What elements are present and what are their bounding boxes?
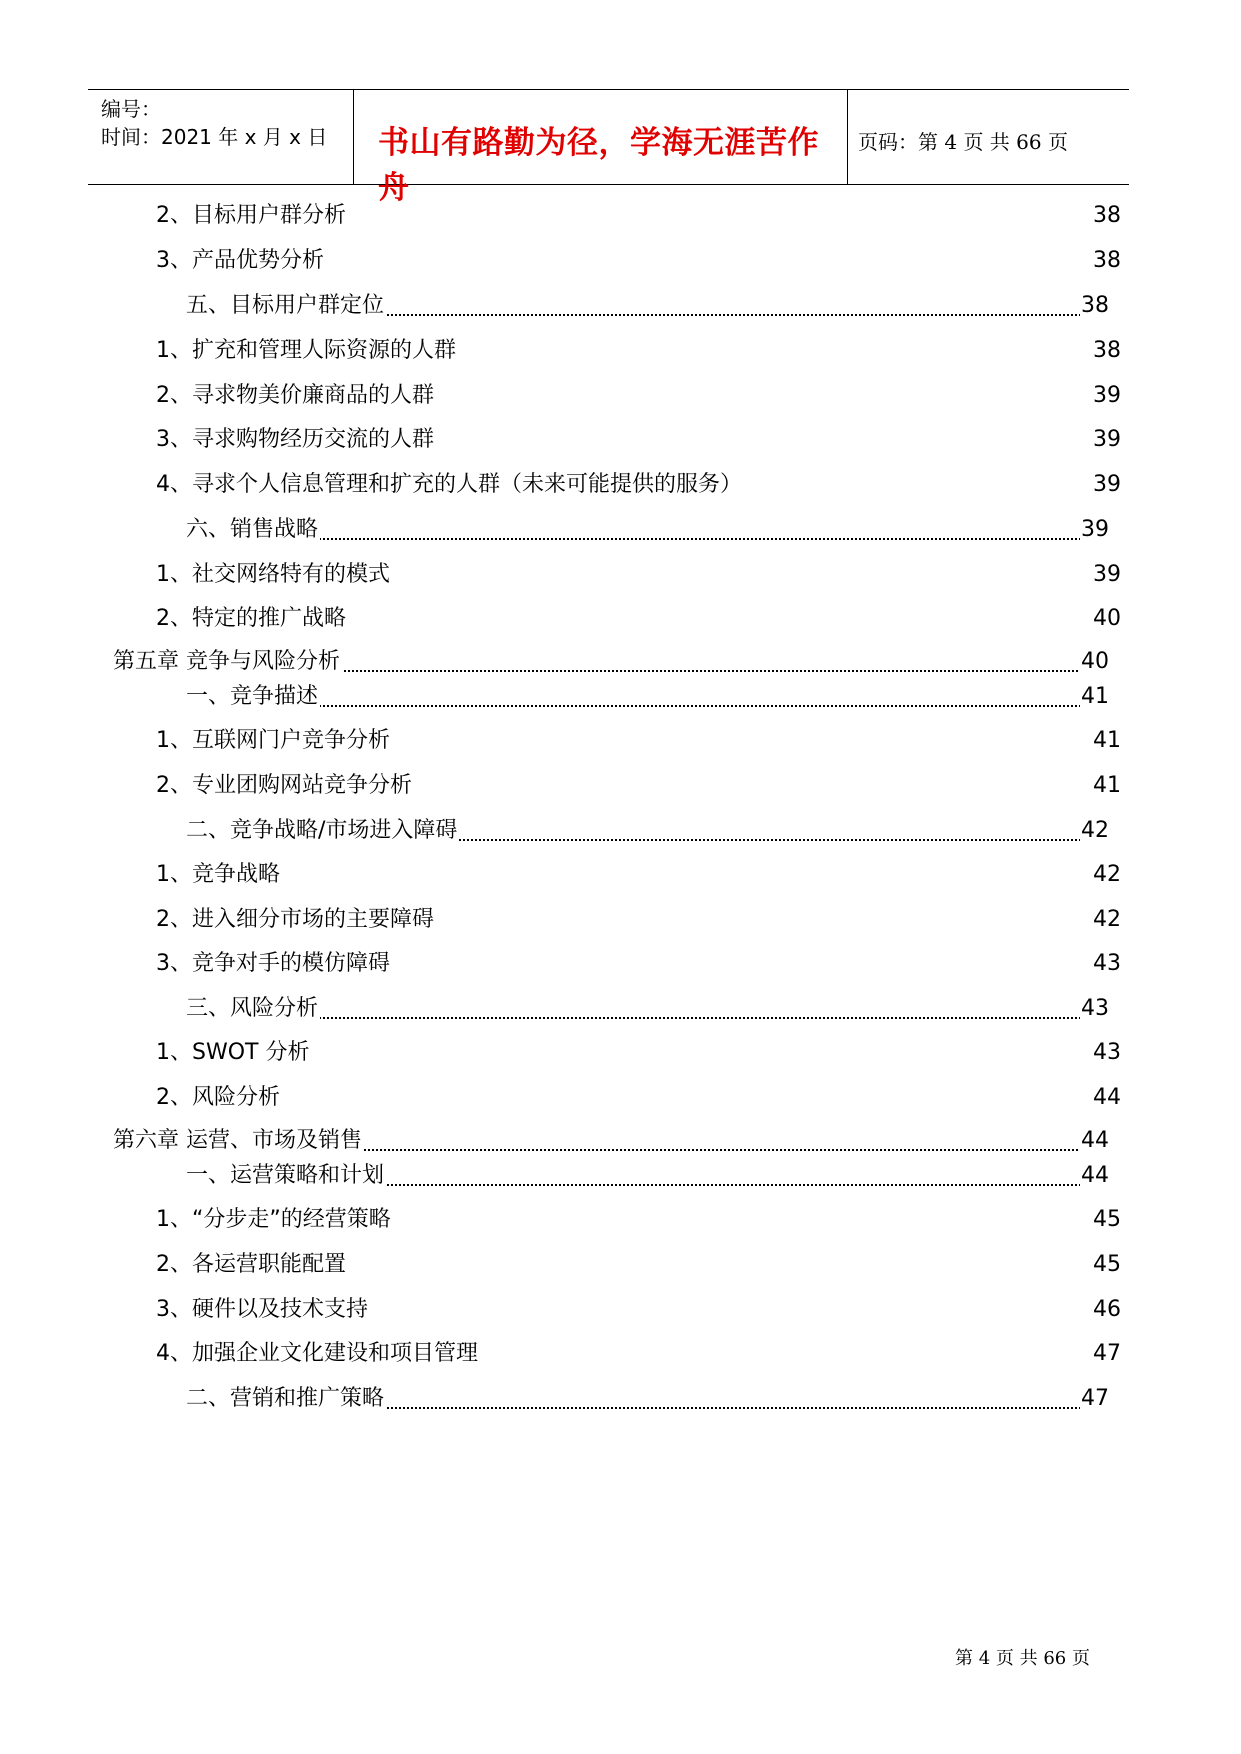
toc-entry-title: 2、寻求物美价廉商品的人群 xyxy=(156,381,436,411)
toc-entry-title: 2、进入细分市场的主要障碍 xyxy=(156,905,436,935)
toc-entry-title: 一、竞争描述 xyxy=(186,682,320,712)
toc-entry-page: 39 xyxy=(1092,470,1121,500)
toc-entry-title: 1、扩充和管理人际资源的人群 xyxy=(156,336,458,366)
toc-entry xyxy=(113,1126,1121,1156)
toc-entry-page: 42 xyxy=(1092,905,1121,935)
toc-entry-title: 2、特定的推广战略 xyxy=(156,604,348,634)
toc-entry-title: 3、硬件以及技术支持 xyxy=(156,1295,370,1325)
header-page-code: 页码：第 4 页 共 66 页 xyxy=(858,130,1068,154)
toc-entry xyxy=(156,1083,1121,1113)
toc-entry xyxy=(156,560,1121,590)
toc-entry-title: 二、竞争战略/市场进入障碍 xyxy=(186,816,459,846)
toc-entry xyxy=(156,1339,1121,1369)
toc-entry xyxy=(156,860,1121,890)
toc-entry-title: 五、目标用户群定位 xyxy=(186,291,386,321)
toc-entry xyxy=(186,1384,1121,1414)
toc-entry xyxy=(156,905,1121,935)
toc-entry-title: 2、各运营职能配置 xyxy=(156,1250,348,1280)
toc-entry-page: 44 xyxy=(1092,1083,1121,1113)
toc-entry-page: 43 xyxy=(1092,949,1121,979)
toc-entry-page: 40 xyxy=(1092,604,1121,634)
toc-entry xyxy=(156,726,1121,756)
toc-entry-title: 三、风险分析 xyxy=(186,994,320,1024)
toc-entry-title: 1、社交网络特有的模式 xyxy=(156,560,392,590)
toc-entry-page: 38 xyxy=(1080,291,1109,321)
toc-entry xyxy=(156,381,1121,411)
toc-entry-title: 六、销售战略 xyxy=(186,515,320,545)
toc-entry-page: 41 xyxy=(1092,726,1121,756)
toc-entry-page: 47 xyxy=(1092,1339,1121,1369)
document-date: 时间：2021 年 x 月 x 日 xyxy=(101,125,328,149)
toc-entry-title: 2、风险分析 xyxy=(156,1083,282,1113)
toc-entry xyxy=(156,1250,1121,1280)
toc-entry xyxy=(156,1295,1121,1325)
toc-entry-page: 39 xyxy=(1092,425,1121,455)
page-footer: 第 4 页 共 66 页 xyxy=(955,1648,1090,1669)
toc-entry-title: 二、营销和推广策略 xyxy=(186,1384,386,1414)
toc-entry-title: 4、加强企业文化建设和项目管理 xyxy=(156,1339,480,1369)
toc-entry xyxy=(156,336,1121,366)
toc-entry xyxy=(186,515,1121,545)
toc-entry xyxy=(156,604,1121,634)
toc-entry-page: 46 xyxy=(1092,1295,1121,1325)
document-number-label: 编号： xyxy=(101,97,161,121)
toc-entry-title: 第五章 竞争与风险分析 xyxy=(113,647,342,677)
toc-entry-title: 3、竞争对手的模仿障碍 xyxy=(156,949,392,979)
toc-entry-page: 38 xyxy=(1092,246,1121,276)
toc-entry-title: 4、寻求个人信息管理和扩充的人群（未来可能提供的服务） xyxy=(156,470,744,500)
toc-entry xyxy=(113,647,1121,677)
toc-entry xyxy=(156,1038,1121,1068)
toc-entry xyxy=(186,682,1121,712)
toc-entry-page: 39 xyxy=(1092,560,1121,590)
toc-entry-page: 45 xyxy=(1092,1250,1121,1280)
toc-entry-page: 39 xyxy=(1092,381,1121,411)
toc-entry-page: 43 xyxy=(1092,1038,1121,1068)
toc-entry-page: 38 xyxy=(1092,336,1121,366)
toc-entry-page: 42 xyxy=(1080,816,1109,846)
toc-entry-page: 40 xyxy=(1080,647,1109,677)
toc-entry-title: 第六章 运营、市场及销售 xyxy=(113,1126,364,1156)
toc-entry-page: 45 xyxy=(1092,1205,1121,1235)
toc-entry-title: 2、目标用户群分析 xyxy=(156,201,348,231)
header-motto: 书山有路勤为径，学海无涯苦作舟 xyxy=(378,125,819,206)
toc-entry-title: 3、产品优势分析 xyxy=(156,246,326,276)
toc-entry-page: 47 xyxy=(1080,1384,1109,1414)
toc-entry-page: 41 xyxy=(1092,771,1121,801)
toc-entry xyxy=(156,949,1121,979)
toc-entry-page: 39 xyxy=(1080,515,1109,545)
toc-entry xyxy=(186,291,1121,321)
toc-entry-title: 1、“分步走”的经营策略 xyxy=(156,1205,393,1235)
toc-entry-page: 43 xyxy=(1080,994,1109,1024)
toc-entry-page: 44 xyxy=(1080,1161,1109,1191)
toc-entry-page: 44 xyxy=(1080,1126,1109,1156)
toc-entry xyxy=(156,1205,1121,1235)
toc-entry xyxy=(156,470,1121,500)
toc-entry-title: 1、互联网门户竞争分析 xyxy=(156,726,392,756)
toc-entry-page: 38 xyxy=(1092,201,1121,231)
toc-entry-title: 1、SWOT 分析 xyxy=(156,1038,311,1068)
toc-entry xyxy=(186,1161,1121,1191)
toc-entry xyxy=(186,816,1121,846)
toc-entry-title: 1、竞争战略 xyxy=(156,860,282,890)
toc-entry-title: 3、寻求购物经历交流的人群 xyxy=(156,425,436,455)
toc-entry-page: 42 xyxy=(1092,860,1121,890)
toc-entry xyxy=(156,425,1121,455)
toc-entry-title: 一、运营策略和计划 xyxy=(186,1161,386,1191)
toc-entry-page: 41 xyxy=(1080,682,1109,712)
toc-entry-title: 2、专业团购网站竞争分析 xyxy=(156,771,414,801)
toc-entry xyxy=(156,771,1121,801)
toc-entry xyxy=(186,994,1121,1024)
toc-entry xyxy=(156,201,1121,231)
toc-entry xyxy=(156,246,1121,276)
